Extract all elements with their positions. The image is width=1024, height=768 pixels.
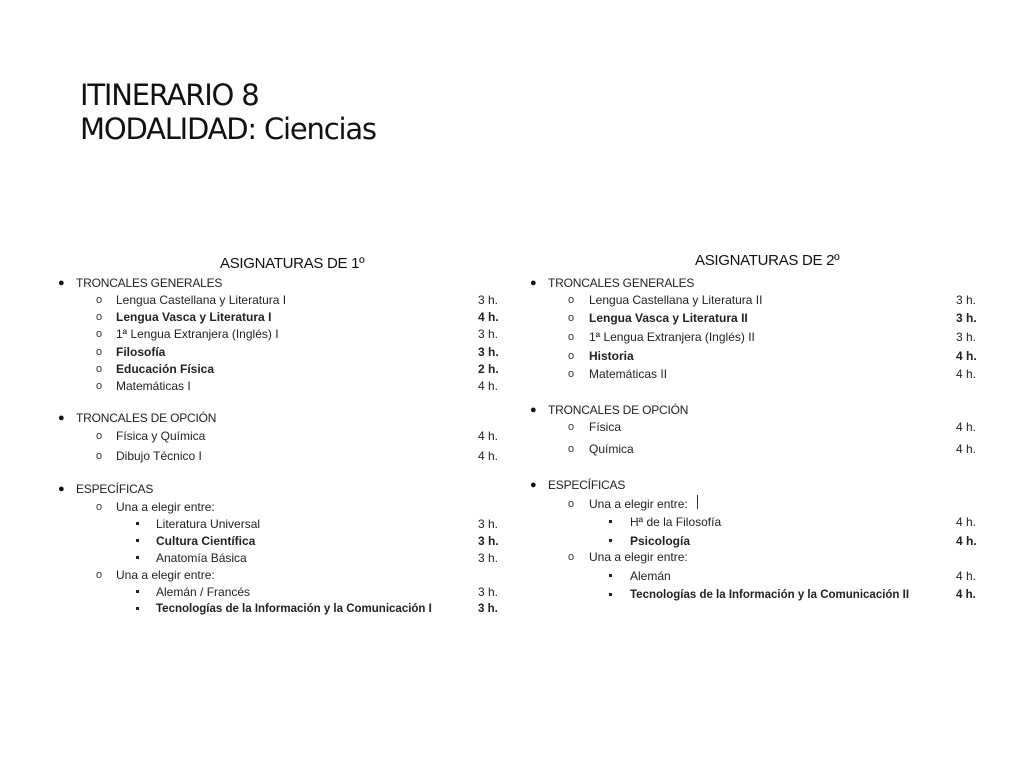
subject-hours: 4 h.: [956, 442, 977, 456]
circle-bullet-icon: o: [96, 501, 103, 513]
square-bullet-icon: [136, 539, 139, 542]
subject-hours: 3 h.: [478, 603, 498, 615]
subject-name: Lengua Castellana y Literatura II: [589, 293, 763, 307]
circle-bullet-icon: o: [568, 331, 575, 343]
subject-name: Lengua Vasca y Literatura II: [589, 311, 748, 325]
subject-name: Filosofía: [116, 345, 166, 359]
subject-name: Educación Física: [116, 362, 215, 376]
subject-name: Lengua Castellana y Literatura I: [116, 293, 287, 307]
title-line-1: ITINERARIO 8: [80, 78, 259, 112]
subject-hours: 4 h.: [956, 534, 977, 548]
subject-name: Dibujo Técnico I: [116, 449, 202, 463]
subject-hours: 4 h.: [956, 569, 977, 583]
subject-name: Física: [589, 420, 622, 434]
subject-name: Tecnologías de la Información y la Comunicación II: [630, 589, 910, 601]
circle-bullet-icon: o: [568, 294, 575, 306]
subject-hours: 3 h.: [478, 517, 499, 531]
square-bullet-icon: [136, 607, 139, 610]
subject-hours: 4 h.: [956, 349, 977, 363]
subject-name: Literatura Universal: [156, 517, 261, 531]
subject-name: Lengua Vasca y Literatura I: [116, 310, 272, 324]
subject-hours: 3 h.: [956, 330, 977, 344]
title-line-2: MODALIDAD: Ciencias: [80, 112, 376, 146]
subject-hours: 3 h.: [478, 551, 499, 565]
slide-title: [80, 78, 376, 146]
circle-bullet-icon: o: [96, 450, 103, 462]
subject-name: Anatomía Básica: [156, 551, 247, 565]
subject-hours: 3 h.: [478, 534, 499, 548]
subject-name: Alemán / Francés: [156, 585, 251, 599]
subject-hours: 4 h.: [478, 429, 499, 443]
subject-hours: 4 h.: [956, 515, 977, 529]
text-cursor: [697, 495, 698, 509]
circle-bullet-icon: o: [568, 312, 575, 324]
subject-hours: 3 h.: [478, 345, 499, 359]
subject-hours: 4 h.: [956, 367, 977, 381]
circle-bullet-icon: o: [96, 294, 103, 306]
circle-bullet-icon: o: [96, 569, 103, 581]
second-year-heading: ASIGNATURAS DE 2º: [695, 252, 840, 269]
circle-bullet-icon: o: [568, 498, 575, 510]
subject-hours: 3 h.: [478, 327, 499, 341]
square-bullet-icon: [609, 520, 612, 523]
subject-hours: 4 h.: [956, 589, 976, 601]
subject-name: Psicología: [630, 534, 691, 548]
circle-bullet-icon: o: [96, 380, 103, 392]
square-bullet-icon: [136, 522, 139, 525]
circle-bullet-icon: o: [568, 421, 575, 433]
subject-name: Tecnologías de la Información y la Comunicación I: [156, 603, 432, 615]
circle-bullet-icon: o: [96, 328, 103, 340]
subject-name: 1ª Lengua Extranjera (Inglés) II: [589, 330, 755, 344]
square-bullet-icon: [609, 539, 612, 542]
section-bullet-icon: ●: [530, 479, 537, 491]
subject-name: Hª de la Filosofía: [630, 515, 722, 529]
section-bullet-icon: ●: [530, 277, 537, 289]
square-bullet-icon: [136, 556, 139, 559]
subject-name: Química: [589, 442, 634, 456]
subject-hours: 3 h.: [478, 293, 499, 307]
subject-hours: 3 h.: [478, 585, 499, 599]
section-bullet-icon: ●: [530, 404, 537, 416]
circle-bullet-icon: o: [568, 350, 575, 362]
subject-name: Física y Química: [116, 429, 206, 443]
circle-bullet-icon: o: [568, 368, 575, 380]
circle-bullet-icon: o: [568, 443, 575, 455]
subject-name: Matemáticas II: [589, 367, 668, 381]
circle-bullet-icon: o: [568, 551, 575, 563]
subject-hours: 4 h.: [478, 449, 499, 463]
square-bullet-icon: [609, 593, 612, 596]
first-year-heading: ASIGNATURAS DE 1º: [220, 255, 365, 272]
subject-name: 1ª Lengua Extranjera (Inglés) I: [116, 327, 279, 341]
subject-hours: 3 h.: [956, 293, 977, 307]
section-bullet-icon: ●: [58, 483, 65, 495]
section-bullet-icon: ●: [58, 412, 65, 424]
subject-hours: 3 h.: [956, 311, 977, 325]
subject-hours: 2 h.: [478, 362, 499, 376]
subject-name: Matemáticas I: [116, 379, 191, 393]
subject-hours: 4 h.: [478, 379, 499, 393]
square-bullet-icon: [609, 574, 612, 577]
circle-bullet-icon: o: [96, 430, 103, 442]
subject-hours: 4 h.: [956, 420, 977, 434]
subject-hours: 4 h.: [478, 310, 499, 324]
circle-bullet-icon: o: [96, 363, 103, 375]
subject-name: Cultura Científica: [156, 534, 256, 548]
subject-name: Alemán: [630, 569, 671, 583]
circle-bullet-icon: o: [96, 346, 103, 358]
circle-bullet-icon: o: [96, 311, 103, 323]
section-bullet-icon: ●: [58, 277, 65, 289]
subject-name: Historia: [589, 349, 634, 363]
square-bullet-icon: [136, 590, 139, 593]
